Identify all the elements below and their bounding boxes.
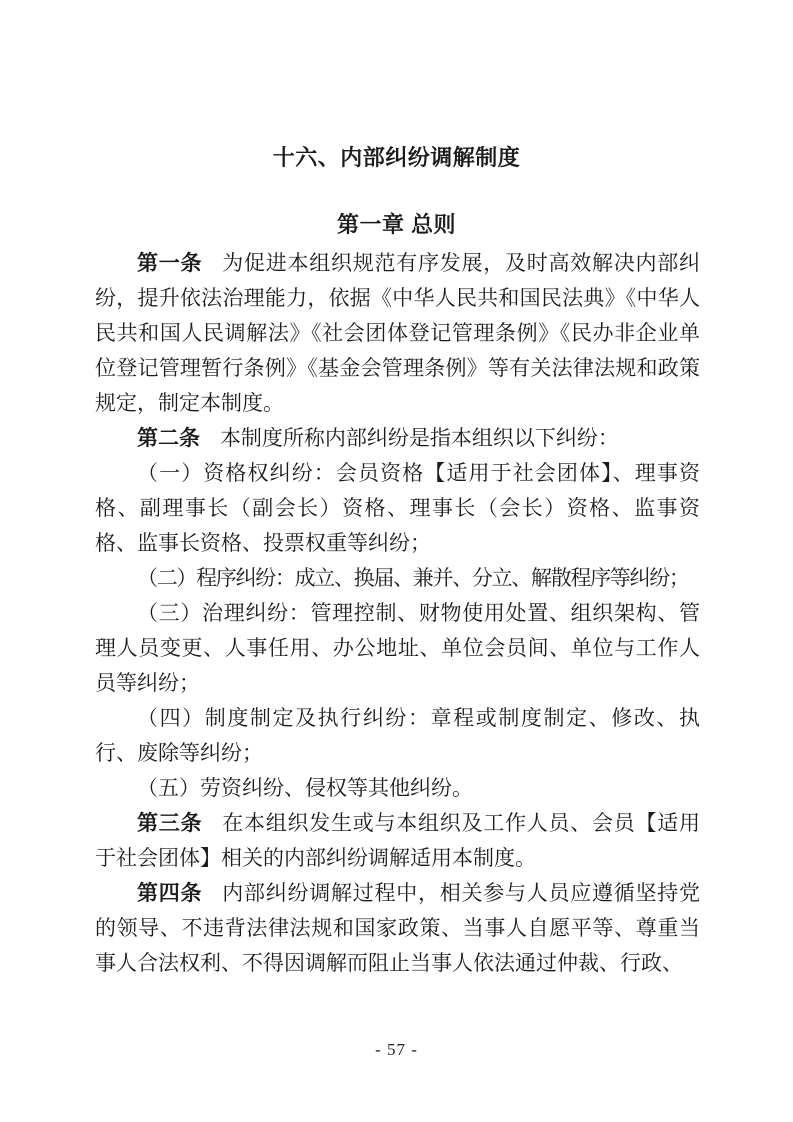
item-4-text: （四）制度制定及执行纠纷：章程或制度制定、修改、执行、废除等纠纷； — [95, 706, 700, 765]
clause-2-text: 本制度所称内部纠纷是指本组织以下纠纷： — [219, 426, 619, 450]
clause-1-text: 为促进本组织规范有序发展，及时高效解决内部纠纷，提升依法治理能力，依据《中华人民共和国民法典》《中华人民共和国人民调解法》《社会团体登记管理条例》《民办非企业单位登记管理暂行条例》《基金会管理条例》等有关法律法规和政策规定，制定本制度。 — [95, 251, 701, 415]
item-1-text: （一）资格权纠纷：会员资格【适用于社会团体】、理事资格、副理事长（副会长）资格、理事长（会长）资格、监事资格、监事长资格、投票权重等纠纷； — [95, 461, 700, 555]
paragraph-clause-4 — [95, 876, 700, 981]
item-2-text: （二）程序纠纷：成立、换届、兼并、分立、解散程序等纠纷； — [137, 566, 689, 590]
chapter-heading: 第一章 总则 — [336, 212, 457, 237]
paragraph-item-5 — [95, 771, 700, 806]
clause-2-number: 第二条 — [137, 427, 200, 450]
paragraph-clause-2 — [95, 421, 700, 456]
page-number: - 57 - — [375, 1040, 418, 1059]
clause-1-number: 第一条 — [137, 252, 203, 275]
clause-4-number: 第四条 — [137, 882, 203, 905]
document-body — [95, 246, 700, 981]
clause-4-text: 内部纠纷调解过程中，相关参与人员应遵循坚持党的领导、不违背法律法规和国家政策、当事人自愿平等、尊重当事人合法权利、不得因调解而阻止当事人依法通过仲裁、行政、 — [95, 881, 701, 975]
paragraph-clause-1 — [95, 246, 700, 421]
paragraph-item-1 — [95, 456, 700, 561]
item-3-text: （三）治理纠纷：管理控制、财物使用处置、组织架构、管理人员变更、人事任用、办公地址、单位会员间、单位与工作人员等纠纷； — [95, 601, 700, 695]
paragraph-clause-3 — [95, 806, 700, 876]
document-title: 十六、内部纠纷调解制度 — [272, 145, 521, 170]
item-5-text: （五）劳资纠纷、侵权等其他纠纷。 — [137, 776, 473, 800]
paragraph-item-2 — [95, 561, 700, 596]
clause-3-number: 第三条 — [137, 812, 203, 835]
paragraph-item-3 — [95, 596, 700, 701]
paragraph-item-4 — [95, 701, 700, 771]
clause-3-text: 在本组织发生或与本组织及工作人员、会员【适用于社会团体】相关的内部纠纷调解适用本制度。 — [95, 811, 701, 870]
